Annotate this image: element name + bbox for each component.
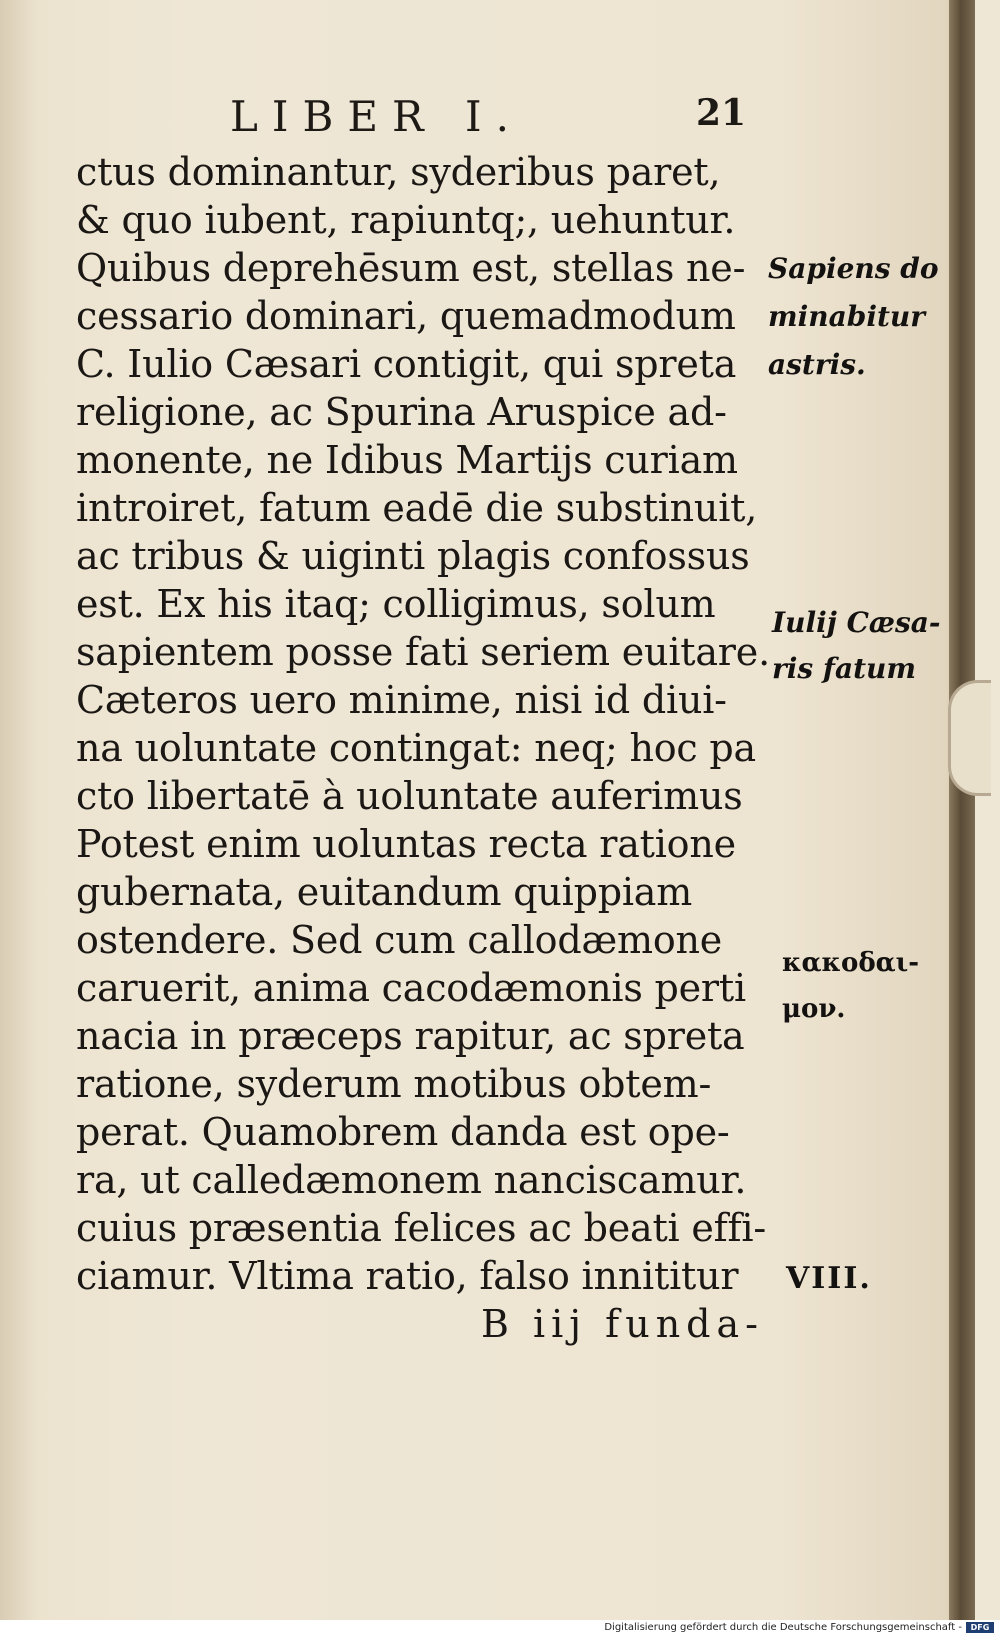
running-head: LIBER I.	[230, 92, 523, 141]
text-line: nacia in præceps rapitur, ac spreta	[76, 1014, 745, 1058]
text-line: na uoluntate contingat: neq; hoc pa	[76, 726, 756, 770]
marginal-note: minabitur	[768, 300, 926, 333]
book-spine	[949, 0, 975, 1620]
text-line: ctus dominantur, syderibus paret,	[76, 150, 721, 194]
text-line: ac tribus & uiginti plagis confossus	[76, 534, 750, 578]
text-line: C. Iulio Cæsari contigit, qui spreta	[76, 342, 737, 386]
body-text	[76, 148, 770, 1348]
text-line: Cæteros uero minime, nisi id diui-	[76, 678, 727, 722]
marginal-note: Sapiens do	[768, 252, 939, 285]
marginal-note: μον.	[782, 994, 846, 1024]
marginal-note: Iulij Cæsa-	[772, 606, 941, 639]
text-line: est. Ex his itaq; colligimus, solum	[76, 582, 716, 626]
marginal-note: κακοδαι-	[782, 948, 920, 978]
marginal-note: VIII.	[786, 1261, 872, 1296]
funding-notice: Digitalisierung gefördert durch die Deutsche Forschungsgemeinschaft -	[604, 1622, 962, 1633]
text-line: ra, ut calledæmonem nanciscamur.	[76, 1158, 747, 1202]
text-line: Quibus deprehēsum est, stellas ne-	[76, 246, 746, 290]
text-line: cuius præsentia felices ac beati effi-	[76, 1206, 767, 1250]
text-line: & quo iubent, rapiuntq;, uehuntur.	[76, 198, 736, 242]
text-line: perat. Quamobrem danda est ope-	[76, 1110, 730, 1154]
dfg-logo: DFG	[966, 1622, 994, 1633]
text-line: introiret, fatum eadē die substinuit,	[76, 486, 758, 530]
page-clip-tab	[948, 680, 991, 796]
text-line: ratione, syderum motibus obtem-	[76, 1062, 712, 1106]
page-number: 21	[696, 92, 747, 134]
text-line: cessario dominari, quemadmodum	[76, 294, 736, 338]
text-line: gubernata, euitandum quippiam	[76, 870, 693, 914]
text-line: caruerit, anima cacodæmonis perti	[76, 966, 746, 1010]
marginal-note: astris.	[768, 348, 866, 381]
text-line: Potest enim uoluntas recta ratione	[76, 822, 736, 866]
marginal-note: ris fatum	[772, 652, 917, 685]
text-line: cto libertatē à uoluntate auferimus	[76, 774, 743, 818]
catchword-line: B iij funda-	[481, 1302, 765, 1346]
text-line: religione, ac Spurina Aruspice ad-	[76, 390, 727, 434]
text-line: monente, ne Idibus Martijs curiam	[76, 438, 738, 482]
text-line: sapientem posse fati seriem euitare.	[76, 630, 770, 674]
text-line: ostendere. Sed cum callodæmone	[76, 918, 723, 962]
text-line: ciamur. Vltima ratio, falso innititur	[76, 1254, 739, 1298]
footer-bar	[0, 1620, 1000, 1635]
